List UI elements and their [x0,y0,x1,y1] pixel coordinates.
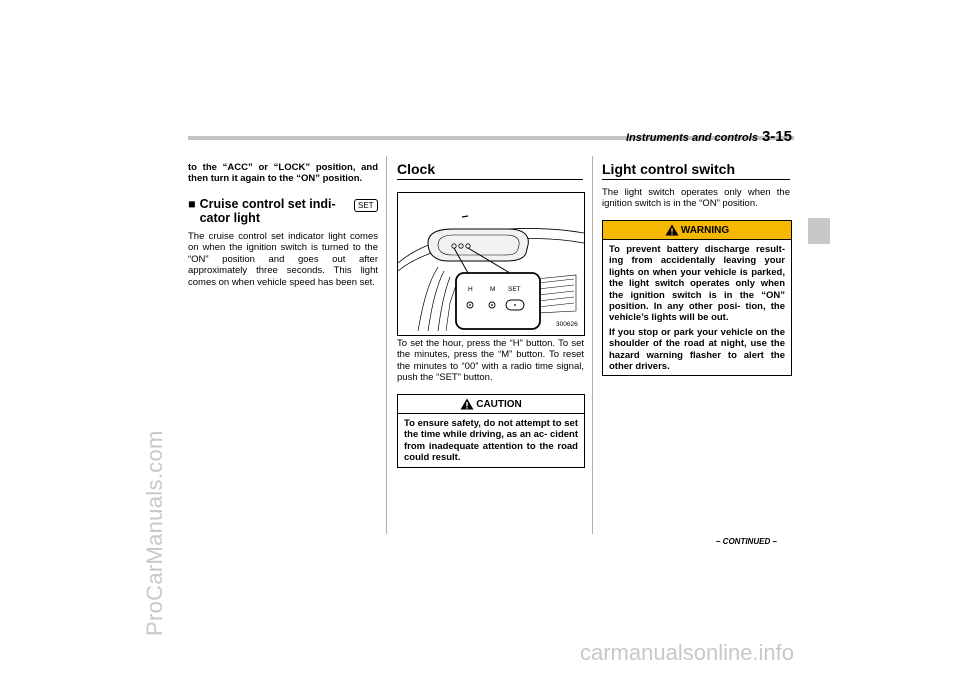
title-rule [602,179,790,180]
subsection-title: Cruise control set indi- cator light [199,197,336,225]
caution-box [397,394,585,468]
column-divider [386,156,387,534]
section-name: Instruments and controls [625,132,758,144]
chapter-tab [808,218,830,244]
cruise-control-paragraph: The cruise control set indicator light comes on when the ignition switch is turned to the “ON” position and goes out after approximately three seconds. This light comes on when vehicle speed has been set. [188,231,378,288]
caution-text: To ensure safety, do not attempt to set the time while driving, as an ac- cident from inadequate attention to the road could result. [404,418,578,464]
subsection-heading [188,197,348,225]
light-switch-paragraph: The light switch operates only when the ignition switch is in the “ON” position. [602,187,790,210]
page-header [626,128,792,145]
warning-body [603,240,791,376]
clock-figure [397,192,585,336]
section-title-clock: Clock [397,161,436,177]
warning-header [603,221,791,240]
page-number: 3-15 [761,128,792,145]
button-label-set: SET [508,286,521,293]
clock-paragraph: To set the hour, press the “H” button. To set the minutes, press the “M” button. To reset the minutes to “00” with a radio time signal, push the “SET” button. [397,338,584,384]
bottom-watermark: carmanualsonline.info [580,640,795,665]
warning-paragraph-1: To prevent battery discharge result- ing from accidentally leaving your lights on when your vehicle is parked, the light switch operates only when the ignition switch is in the “ON” position. In any other posi- tion, the vehicle’s lights will be out. [609,244,785,324]
caution-header [398,395,584,414]
title-rule [397,179,583,180]
set-indicator-icon: SET [354,199,378,212]
button-label-h: H [468,286,473,293]
caution-label: CAUTION [476,398,522,410]
dashboard-illustration [398,193,584,335]
warning-box [602,220,792,376]
continued-marker: – CONTINUED – [716,537,777,546]
button-label-m: M [490,286,496,293]
side-watermark: ProCarManuals.com [142,430,167,636]
column-divider [592,156,593,534]
section-title-light-switch: Light control switch [602,161,735,177]
intro-text: to the “ACC” or “LOCK” position, and then turn it again to the “ON” position. [188,162,378,185]
warning-paragraph-2: If you stop or park your vehicle on the shoulder of the road at night, use the hazard warning flasher to alert the other drivers. [609,326,785,373]
figure-code: 300626 [556,321,578,328]
warning-triangle-icon [460,398,474,410]
warning-label: WARNING [680,224,730,236]
bullet-square: ■ [188,197,196,211]
warning-triangle-icon [665,224,679,236]
